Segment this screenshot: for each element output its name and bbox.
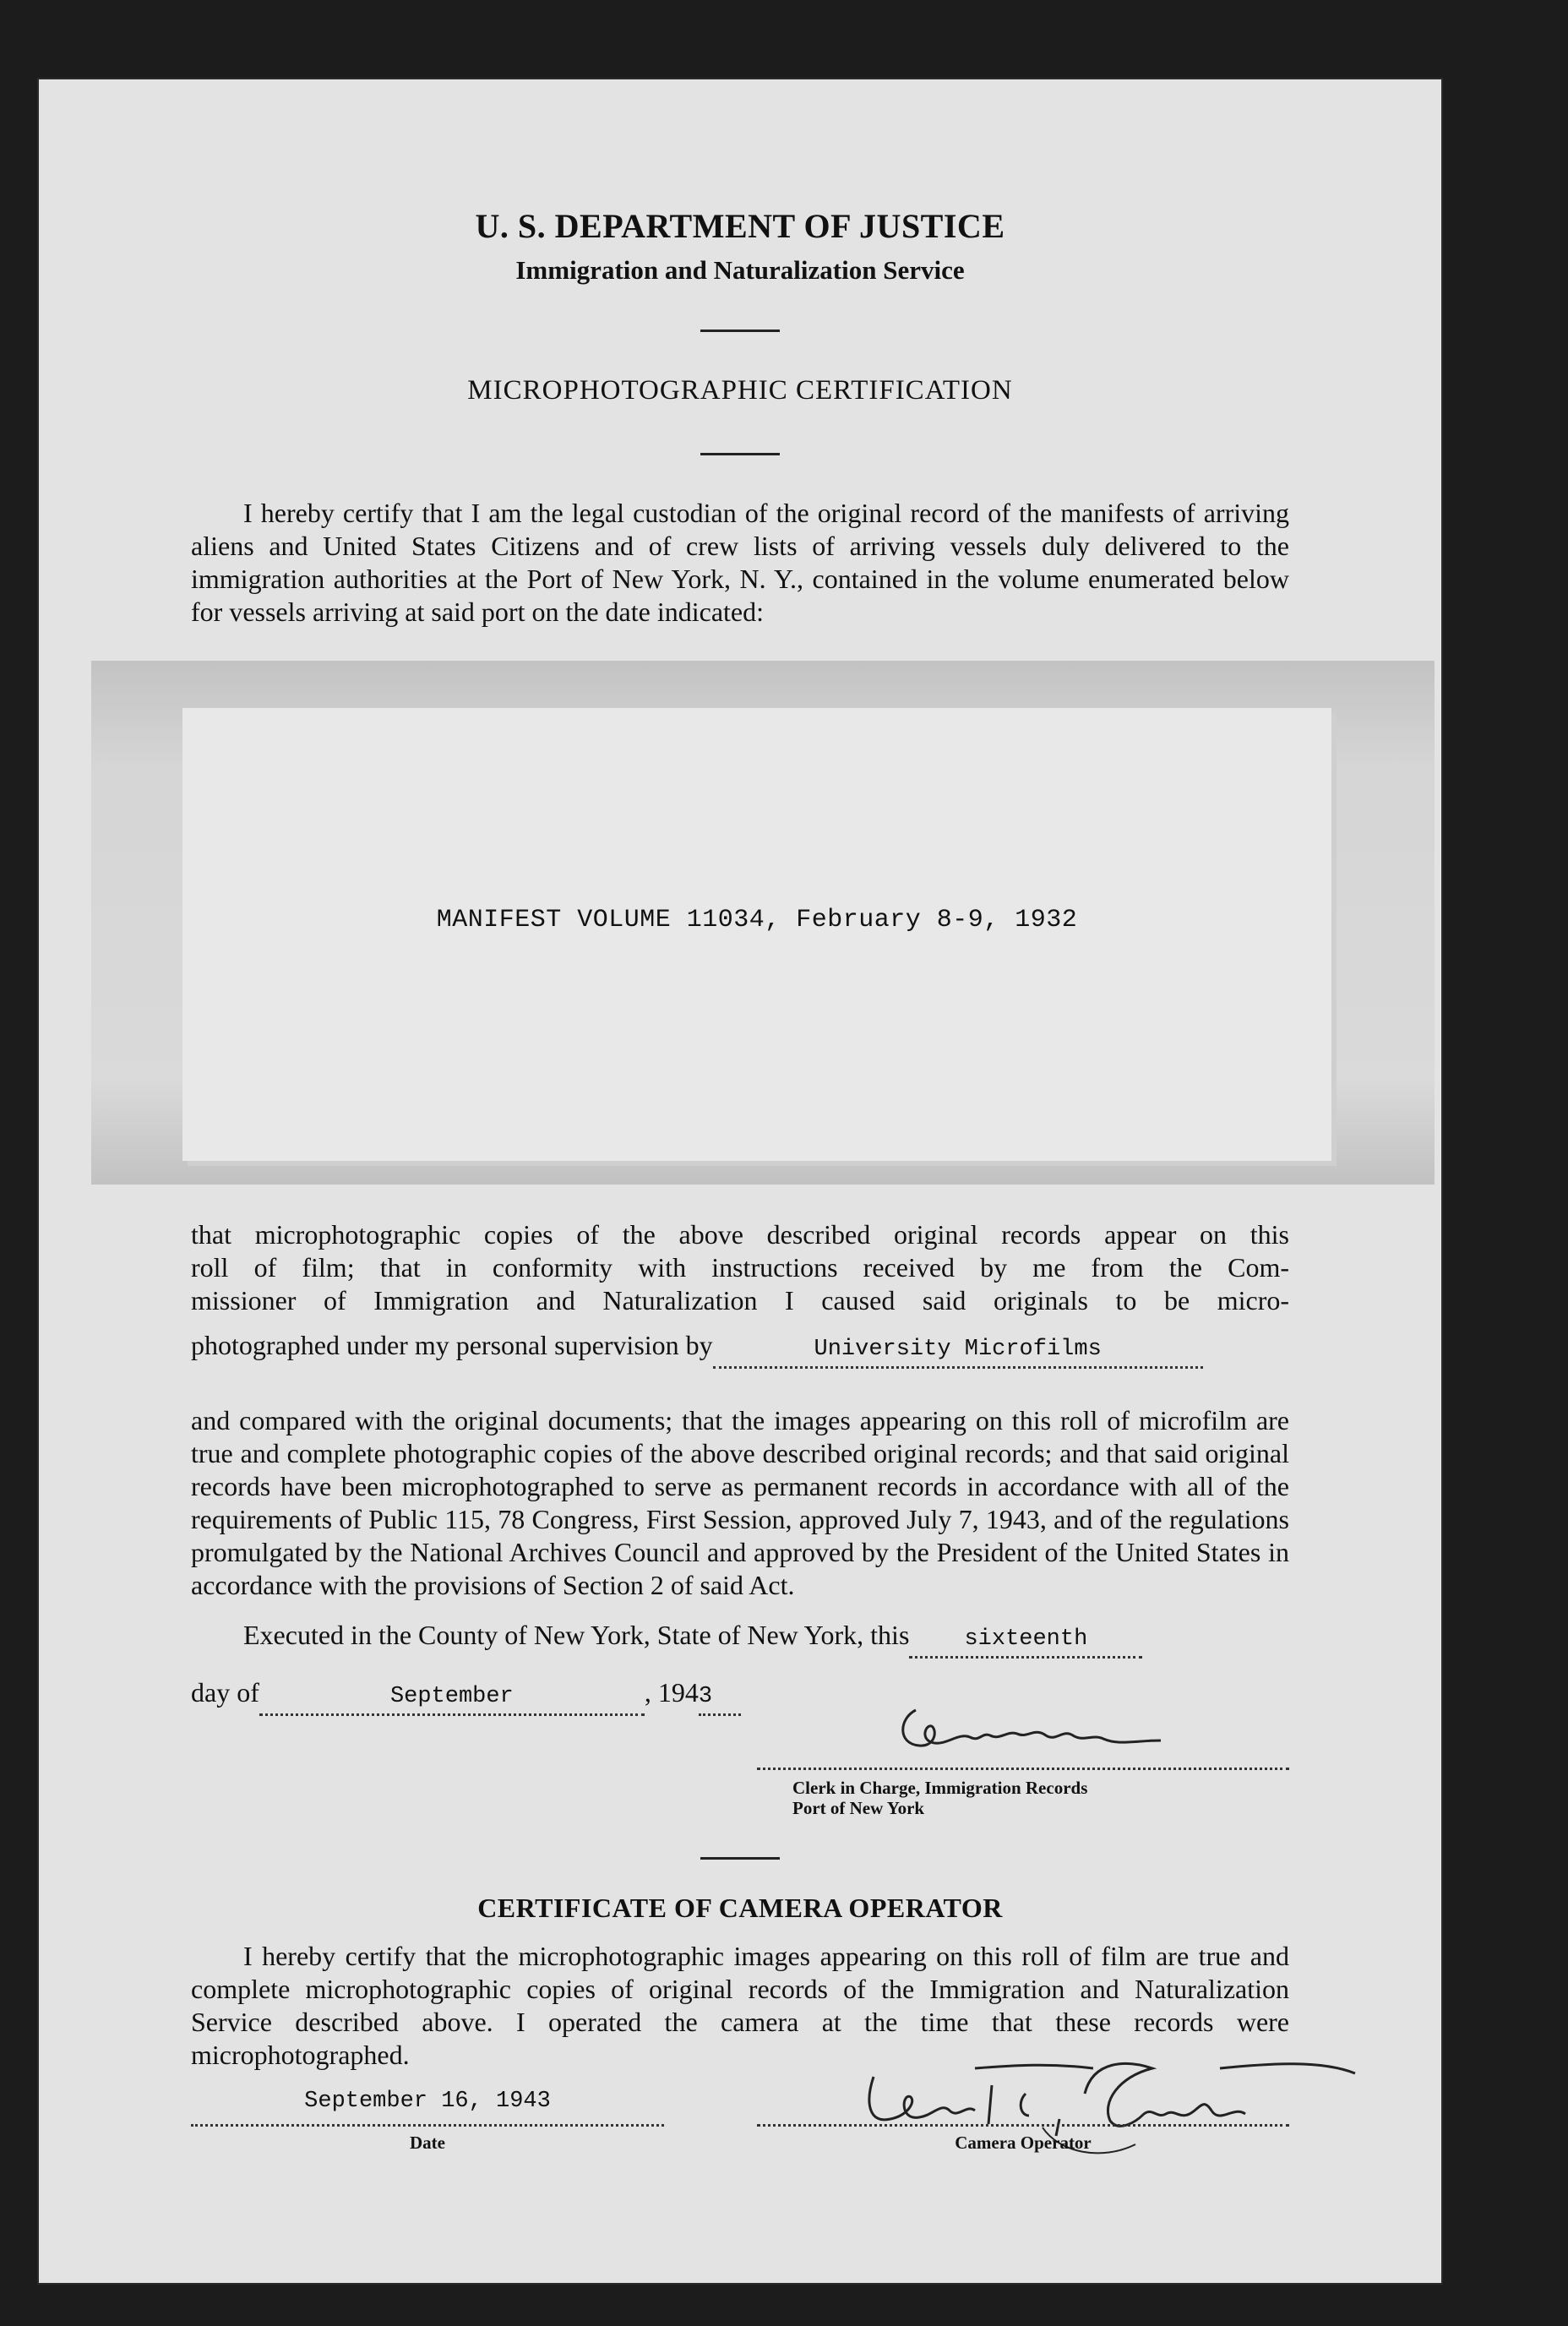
clerk-signature-line — [757, 1768, 1289, 1770]
divider — [700, 453, 780, 455]
department-title: U. S. DEPARTMENT OF JUSTICE — [475, 207, 1005, 245]
execution-prefix: Executed in the County of New York, State of New York, this — [243, 1620, 910, 1650]
copies-paragraph — [191, 1218, 1289, 1369]
year-digit: 3 — [698, 1684, 713, 1709]
execution-month: September — [389, 1684, 514, 1709]
date-label: Date — [410, 2133, 445, 2153]
clerk-port-line: Port of New York — [792, 1798, 925, 1818]
paragraph-line: missioner of Immigration and Naturalization I caused said originals to be micro- — [191, 1285, 1289, 1316]
year-field — [699, 1676, 741, 1716]
paragraph-line: that microphotographic copies of the above described original records appear on this — [191, 1219, 1289, 1250]
supervision-line — [191, 1329, 1289, 1369]
clerk-signature — [882, 1693, 1169, 1769]
supervisor-name: University Microfilms — [814, 1337, 1102, 1362]
service-subtitle: Immigration and Naturalization Service — [515, 255, 965, 285]
camera-operator-heading: CERTIFICATE OF CAMERA OPERATOR — [477, 1893, 1003, 1923]
certification-title: MICROPHOTOGRAPHIC CERTIFICATION — [467, 375, 1013, 406]
day-of-label: day of — [191, 1677, 259, 1708]
paragraph-line: roll of film; that in conformity with instructions received by me from the Com- — [191, 1252, 1289, 1283]
divider — [700, 1857, 780, 1860]
camera-operator-label: Camera Operator — [955, 2133, 1092, 2153]
manifest-label-card — [182, 708, 1331, 1161]
camera-operator-paragraph: I hereby certify that the microphotographic images appearing on this roll of film are true and complete microphotographic copies of original records of the Immigration and Naturalization Service described above. I operated the camera at the time that these records were microphotographed. — [191, 1941, 1289, 2070]
camera-operator-signature — [848, 2043, 1372, 2178]
clerk-title-line: Clerk in Charge, Immigration Records — [792, 1778, 1088, 1798]
execution-day-field — [909, 1619, 1142, 1659]
manifest-volume-label: MANIFEST VOLUME 11034, February 8-9, 1932 — [436, 906, 1078, 934]
year-prefix: , 194 — [644, 1677, 699, 1708]
day-of-line — [191, 1676, 741, 1716]
operator-signature-line — [757, 2124, 1289, 2127]
date-line — [191, 2124, 664, 2127]
copies-paragraph-rest: and compared with the original documents; that the images appearing on this roll of microfilm are true and complete photographic copies of the above described original records; and that said original records have been microphotographed to serve as permanent records in accordance with all of the requirements of Public 115, 78 Congress, First Session, approved July 7, 1943, and of the regulations promulgated by the National Archives Council and approved by the President of the United States in accordance with the provisions of Section 2 of said Act. — [191, 1405, 1289, 1600]
clerk-title — [792, 1778, 1087, 1818]
execution-line — [191, 1619, 1289, 1659]
operator-date-value: September 16, 1943 — [304, 2089, 551, 2114]
month-field — [259, 1676, 645, 1716]
supervisor-field — [713, 1329, 1203, 1369]
certificate-document — [37, 78, 1443, 2285]
supervision-prefix: photographed under my personal supervision by — [191, 1330, 713, 1360]
divider — [700, 330, 780, 332]
custodian-paragraph: I hereby certify that I am the legal custodian of the original record of the manifests of arriving aliens and United States Citizens and of crew lists of arriving vessels duly delivered to the immigration authorities at the Port of New York, N. Y., contained in the volume enumerated below for vessels arriving at said port on the date indicated: — [191, 498, 1289, 627]
execution-day: sixteenth — [964, 1626, 1088, 1652]
